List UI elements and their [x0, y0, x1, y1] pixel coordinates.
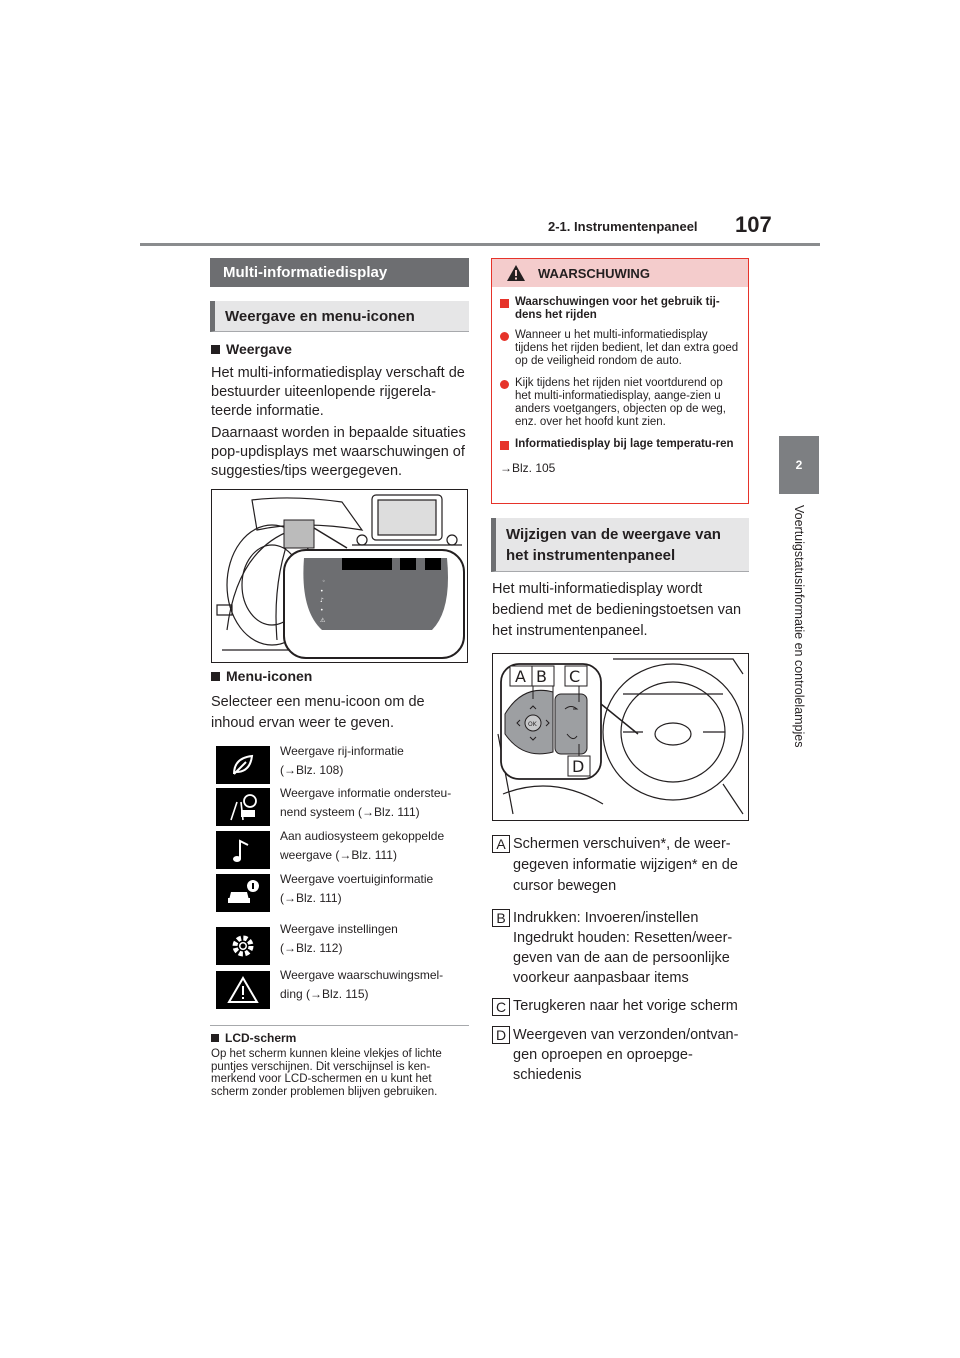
icon-label-1-line1: Weergave rij-informatie — [280, 744, 404, 758]
square-bullet-icon — [500, 299, 509, 308]
icon-label-4-line2: (→Blz. 111) — [280, 891, 342, 905]
lcd-paragraph: Op het scherm kunnen kleine vlekjes of lichte puntjes verschijnen. Dit verschijnsel is ken-merkend voor LCD-schermen en u kunt het scherm zonder problemen blijven gebruiken. — [211, 1048, 442, 1098]
dashboard-drawing — [212, 490, 467, 662]
legend-text-b: Indrukken: Invoeren/instellen Ingedrukt houden: Resetten/weer-geven van de aan de persoonlijke voorkeur aanpasbaar items — [513, 910, 733, 986]
warning-heading-2-text: Informatiedisplay bij lage temperatu-ren — [515, 438, 734, 450]
car-info-icon — [216, 874, 270, 912]
icon-label-6-line1: Weergave waarschuwingsmel- — [280, 968, 444, 982]
section-title-multi-info: Multi-informatiedisplay — [210, 258, 469, 287]
warning-reference-text: →Blz. 105 — [500, 461, 556, 475]
menu-paragraph: Selecteer een menu-icoon om de inhoud ervan weer te geven. — [211, 694, 425, 731]
svg-text:•: • — [320, 607, 324, 614]
subsection-title-line-2: het instrumentenpaneel — [506, 547, 676, 564]
lcd-heading — [211, 1031, 296, 1045]
svg-text:♪: ♪ — [320, 597, 324, 604]
square-bullet-icon — [500, 441, 509, 450]
icon-label-2-line2: nend systeem (→Blz. 111) — [280, 805, 420, 819]
gear-icon — [216, 927, 270, 965]
wijzigen-intro: Het multi-informatiedisplay wordt bediend met de bedieningstoetsen van het instrumentenpaneel. — [492, 581, 742, 639]
round-bullet-icon — [500, 380, 509, 389]
svg-text:◦: ◦ — [322, 578, 326, 585]
svg-text:•: • — [320, 588, 324, 595]
warning-bullet-1-text: Wanneer u het multi-informatiedisplay tijdens het rijden bedient, let dan extra goed op de veiligheid rondom de auto. — [515, 329, 739, 367]
legend-label-d: D — [492, 1026, 510, 1044]
icon-label-6-line2: ding (→Blz. 115) — [280, 987, 369, 1001]
weergave-paragraph-1: Het multi-informatiedisplay verschaft de bestuurder uiteenlopende rijgerela-teerde informatie. — [211, 365, 465, 419]
warning-triangle-icon — [216, 971, 270, 1009]
music-note-icon — [216, 831, 270, 869]
subsection-title-weergave: Weergave en menu-iconen — [210, 301, 469, 332]
square-bullet-icon — [211, 672, 220, 681]
icon-label-5 — [280, 920, 398, 958]
warning-bullet-2 — [492, 377, 748, 429]
round-bullet-icon — [500, 332, 509, 341]
warning-bullet-2-text: Kijk tijdens het rijden niet voortdurend op het multi-informatiedisplay, aange-zien u anders voetgangers, objecten op de weg, enz. over het hoofd kunt zien. — [515, 377, 726, 428]
icon-label-3 — [280, 827, 444, 865]
driver-assist-icon — [216, 788, 270, 826]
callout-d: D — [572, 757, 585, 776]
legend-text-a: Schermen verschuiven*, de weer-gegeven informatie wijzigen* en de cursor bewegen — [513, 836, 738, 894]
lcd-heading-text: LCD-scherm — [225, 1031, 297, 1045]
legend-label-a: A — [492, 835, 510, 853]
divider — [210, 1025, 469, 1026]
warning-triangle-icon — [506, 264, 526, 282]
weergave-heading — [211, 341, 292, 357]
icon-label-4 — [280, 870, 433, 908]
warning-bullet-1 — [492, 329, 748, 368]
svg-text:⚠: ⚠ — [320, 617, 326, 624]
weergave-paragraph-2: Daarnaast worden in bepaalde situaties pop-updisplays met waarschuwingen of suggesties/tips weergegeven. — [211, 425, 466, 479]
warning-title: WAARSCHUWING — [538, 265, 650, 281]
legend-label-b: B — [492, 909, 510, 927]
header-rule — [140, 243, 820, 246]
square-bullet-icon — [211, 1034, 219, 1042]
callout-b: B — [536, 667, 547, 686]
icon-label-6 — [280, 966, 443, 1004]
menu-heading — [211, 668, 312, 684]
warning-heading-1 — [492, 296, 748, 322]
warning-box — [491, 258, 749, 504]
icon-label-4-line1: Weergave voertuiginformatie — [280, 872, 434, 886]
section-header: 2-1. Instrumentenpaneel — [548, 219, 698, 234]
icon-label-5-line1: Weergave instellingen — [280, 922, 398, 936]
menu-heading-text: Menu-iconen — [226, 668, 313, 684]
weergave-heading-text: Weergave — [226, 341, 292, 357]
steering-switch-illustration — [492, 653, 749, 821]
callout-c: C — [569, 667, 581, 686]
subsection-title-wijzigen — [491, 518, 749, 572]
dashboard-illustration — [211, 489, 468, 663]
legend-text-c: Terugkeren naar het vorige scherm — [513, 998, 738, 1014]
steering-wheel-drawing — [493, 654, 748, 820]
page-number: 107 — [735, 212, 772, 237]
warning-header — [492, 259, 748, 287]
icon-label-3-line2: weergave (→Blz. 111) — [280, 848, 397, 862]
legend-text-d: Weergeven van verzonden/ontvan-gen oproepen en oproepge-schiedenis — [513, 1027, 739, 1083]
icon-label-2 — [280, 784, 451, 822]
warning-heading-2 — [492, 438, 748, 451]
square-bullet-icon — [211, 345, 220, 354]
leaf-icon — [216, 746, 270, 784]
warning-reference — [492, 462, 748, 475]
icon-label-1-line2: (→Blz. 108) — [280, 763, 344, 777]
callout-a: A — [515, 667, 526, 686]
subsection-title-line-1: Wijzigen van de weergave van — [506, 526, 721, 543]
icon-label-2-line1: Weergave informatie ondersteu- — [280, 786, 452, 800]
legend-label-c: C — [492, 998, 510, 1016]
chapter-tab: 2 — [779, 436, 819, 494]
icon-label-3-line1: Aan audiosysteem gekoppelde — [280, 829, 445, 843]
warning-heading-1-text: Waarschuwingen voor het gebruik tij-dens het rijden — [515, 296, 720, 321]
icon-label-5-line2: (→Blz. 112) — [280, 941, 343, 955]
icon-label-1 — [280, 742, 404, 780]
ok-button-label: OK — [528, 721, 537, 728]
chapter-title: Voertuigstatusinformatie en controlelampjes — [792, 505, 806, 748]
